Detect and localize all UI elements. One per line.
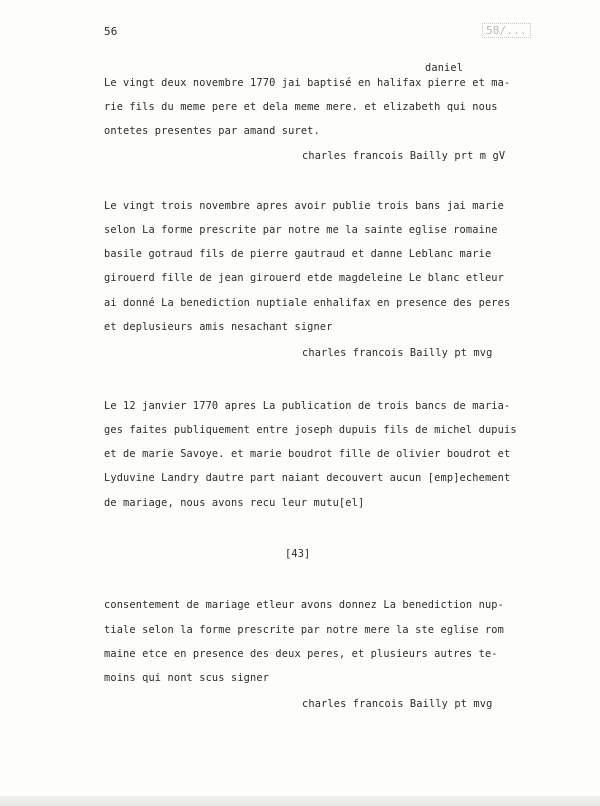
entry-line: tiale selon la forme prescrite par notre mere la ste eglise rom — [104, 624, 505, 636]
entry-line: selon La forme prescrite par notre me la sainte eglise romaine — [104, 224, 498, 236]
entry-line: Le vingt deux novembre 1770 jai baptisé en halifax pierre et ma- — [104, 77, 511, 89]
entry-line: consentement de mariage etleur avons donnez La benediction nup- — [104, 599, 505, 611]
entry-line: ontetes presentes par amand suret. — [104, 125, 320, 137]
entry-line: girouerd fille de jean girouerd etde magdeleine Le blanc etleur — [104, 272, 505, 284]
priest-signature: charles francois Bailly prt m gV — [302, 150, 506, 162]
archive-stamp: 58/... — [482, 23, 531, 38]
entry-line: ai donné La benediction nuptiale enhalifax en presence des peres — [104, 297, 511, 309]
entry-line: de mariage, nous avons recu leur mutu[el] — [104, 497, 365, 509]
entry-line: rie fils du meme pere et dela meme mere. et elizabeth qui nous — [104, 101, 498, 113]
page-number: 56 — [104, 25, 118, 38]
folio-marker: [43] — [285, 548, 311, 560]
interlinear-insertion: daniel — [425, 62, 464, 74]
entry-line: et de marie Savoye. et marie boudrot fille de olivier boudrot et — [104, 448, 511, 460]
entry-line: Le vingt trois novembre apres avoir publie trois bans jai marie — [104, 200, 505, 212]
entry-line: basile gotraud fils de pierre gautraud et danne Leblanc marie — [104, 248, 492, 260]
entry-line: Lyduvine Landry dautre part naiant decouvert aucun [emp]echement — [104, 472, 511, 484]
priest-signature: charles francois Bailly pt mvg — [302, 698, 493, 710]
entry-line: ges faites publiquement entre joseph dupuis fils de michel dupuis — [104, 424, 517, 436]
scan-bottom-edge — [0, 796, 600, 806]
entry-line: maine etce en presence des deux peres, et plusieurs autres te- — [104, 648, 498, 660]
entry-line: moins qui nont scus signer — [104, 672, 270, 684]
priest-signature: charles francois Bailly pt mvg — [302, 347, 493, 359]
entry-line: et deplusieurs amis nesachant signer — [104, 321, 333, 333]
entry-line: Le 12 janvier 1770 apres La publication de trois bancs de mariа- — [104, 400, 511, 412]
